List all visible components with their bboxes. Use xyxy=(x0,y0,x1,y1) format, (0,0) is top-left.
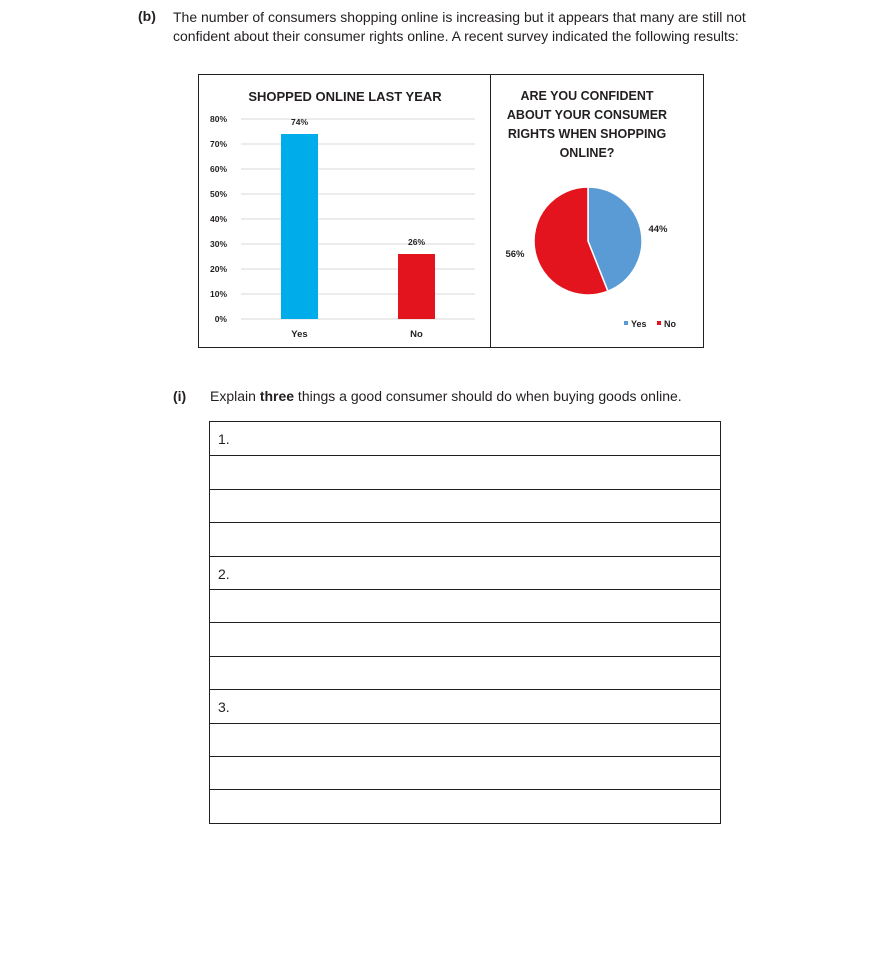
question-text-after: things a good consumer should do when buying goods online. xyxy=(294,388,682,404)
answer-row[interactable] xyxy=(210,723,720,756)
answer-row[interactable] xyxy=(210,422,720,455)
pie-chart-title-line: ARE YOU CONFIDENT xyxy=(520,89,654,103)
bar-chart-frame xyxy=(198,74,491,348)
answer-number: 3. xyxy=(218,699,230,716)
answer-row[interactable] xyxy=(210,489,720,522)
y-tick-label: 30% xyxy=(209,239,227,249)
answer-row[interactable] xyxy=(210,789,720,822)
pie-chart-frame xyxy=(490,74,704,348)
y-tick-label: 50% xyxy=(209,189,227,199)
pie-data-label: 44% xyxy=(648,224,668,235)
part-label: (b) xyxy=(138,8,156,24)
answer-row[interactable] xyxy=(210,622,720,655)
intro-text: The number of consumers shopping online is increasing but it appears that many are still not confident about their consumer rights online. A recent survey indicated the following results: xyxy=(173,9,746,44)
y-tick-label: 80% xyxy=(209,114,227,124)
y-tick-label: 10% xyxy=(209,289,227,299)
answer-row[interactable] xyxy=(210,455,720,488)
y-tick-label: 70% xyxy=(209,139,227,149)
pie-chart-title-line: RIGHTS WHEN SHOPPING xyxy=(507,127,667,141)
y-tick-label: 60% xyxy=(209,164,227,174)
pie-chart xyxy=(491,75,705,349)
legend-swatch-no xyxy=(657,321,661,325)
bar-yes xyxy=(281,134,318,319)
answer-row[interactable] xyxy=(210,656,720,689)
pie-data-label: 56% xyxy=(505,249,525,260)
answer-box xyxy=(209,421,721,824)
answer-row[interactable] xyxy=(210,689,720,722)
question-text-bold: three xyxy=(259,388,295,404)
question-text-before: Explain xyxy=(210,388,260,404)
x-tick-label: No xyxy=(410,329,423,340)
pie-chart-title-line: ABOUT YOUR CONSUMER xyxy=(506,108,668,122)
y-tick-label: 40% xyxy=(209,214,227,224)
answer-row[interactable] xyxy=(210,756,720,789)
x-tick-label: Yes xyxy=(291,329,308,340)
legend-label-no: No xyxy=(664,319,676,329)
bar-no xyxy=(398,254,435,319)
bar-chart xyxy=(199,75,492,349)
legend-swatch-yes xyxy=(624,321,628,325)
answer-row[interactable] xyxy=(210,522,720,555)
bar-chart-title: SHOPPED ONLINE LAST YEAR xyxy=(248,89,442,104)
bar-data-label: 74% xyxy=(290,117,309,127)
answer-number: 1. xyxy=(218,431,230,447)
question-label: (i) xyxy=(173,388,187,404)
answer-row[interactable] xyxy=(210,589,720,622)
y-tick-label: 20% xyxy=(209,264,227,274)
answer-row[interactable] xyxy=(210,556,720,589)
legend-label-yes: Yes xyxy=(631,319,647,329)
bar-data-label: 26% xyxy=(407,237,426,247)
question-text xyxy=(210,388,682,404)
y-tick-label: 0% xyxy=(214,314,227,324)
pie-chart-title-line: ONLINE? xyxy=(559,146,615,160)
answer-number: 2. xyxy=(218,565,230,582)
